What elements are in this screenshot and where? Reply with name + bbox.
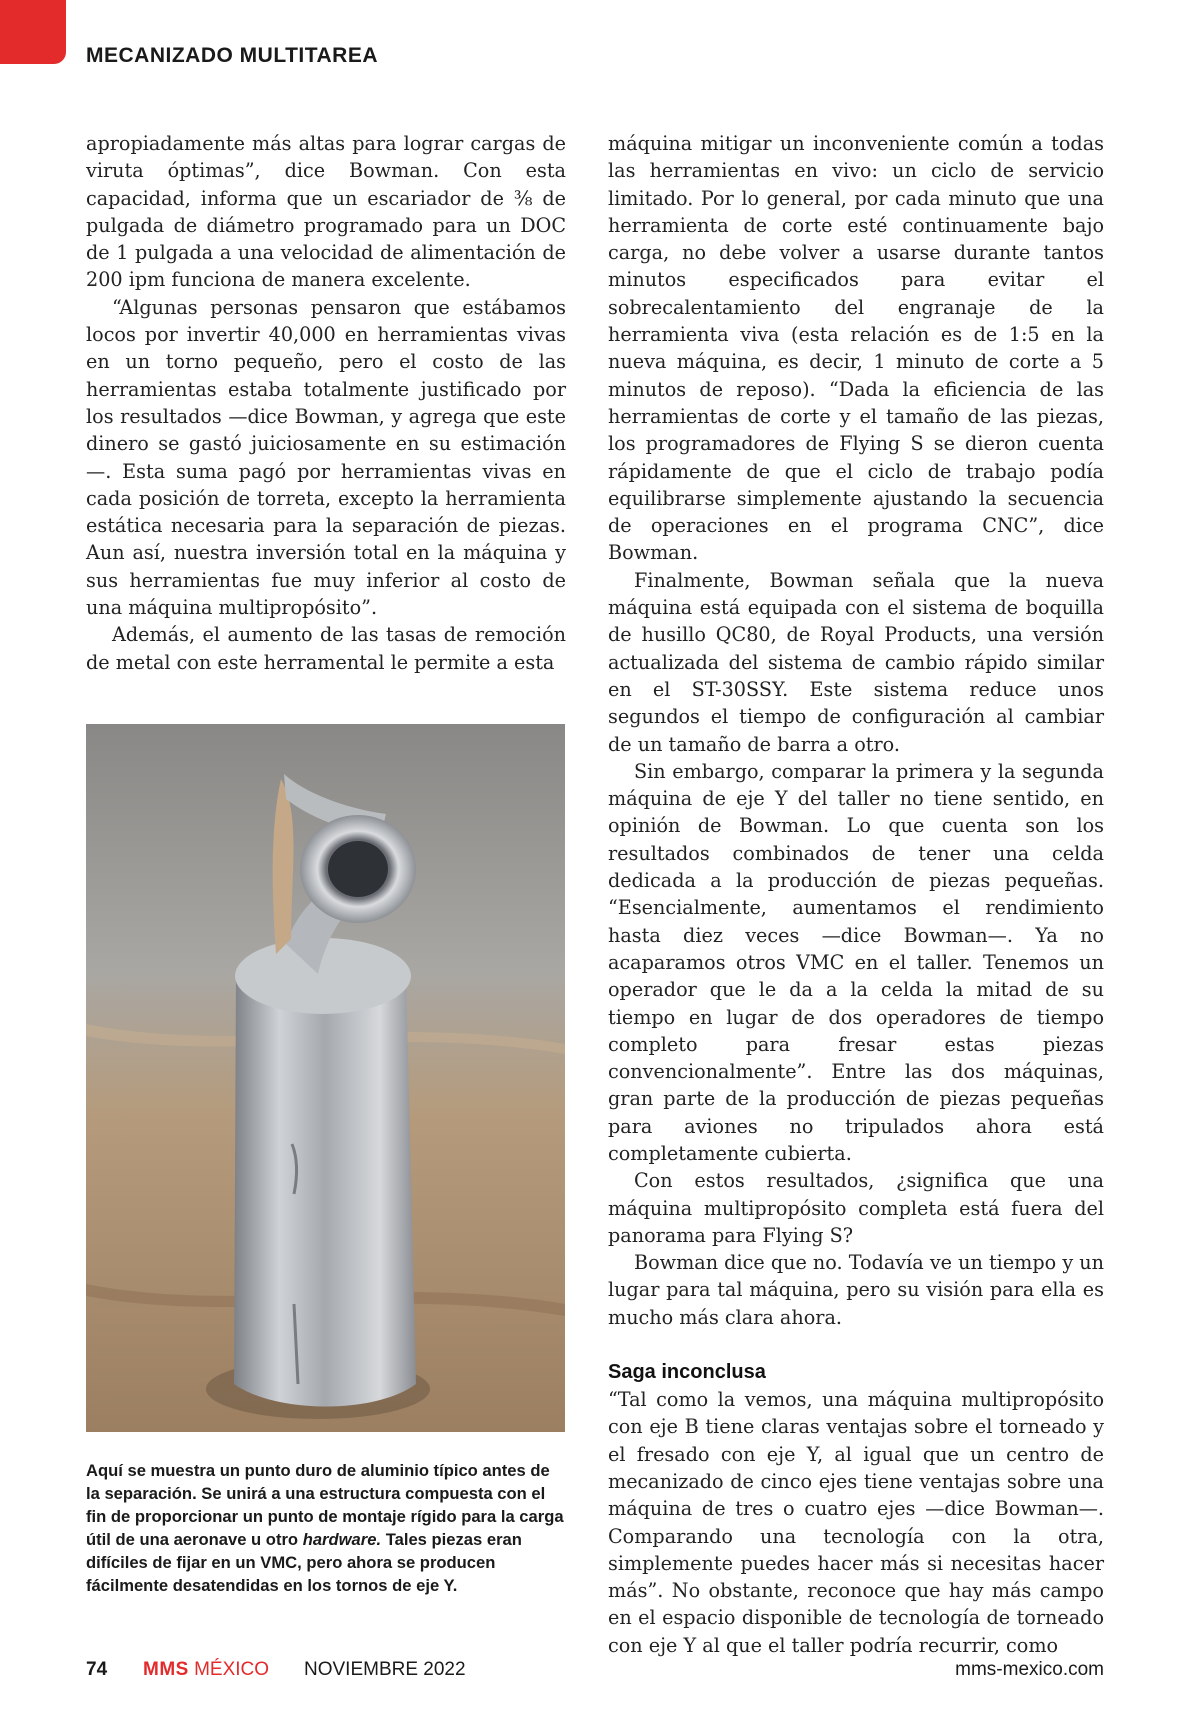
- right-column: [608, 130, 1104, 1659]
- paragraph: Con estos resultados, ¿significa que una máquina multipropósito completa está fuera del panorama para Flying S?: [608, 1169, 1104, 1247]
- aluminum-hard-point-image: [86, 724, 565, 1432]
- section-header: MECANIZADO MULTITAREA: [86, 44, 379, 67]
- paragraph: “Tal como la vemos, una máquina multipropósito con eje B tiene claras ventajas sobre el torneado y el fresado con eje Y, al igual que un centro de mecanizado de cinco ejes tiene ventajas sobre una máquina de tres o cuatro ejes —dice Bowman—. Comparando una tecnología con la otra, simplemente puedes hacer más si necesitas hacer más”. No obstante, reconoce que hay más campo en el espacio disponible de tecnología de torneado con eje Y al que el taller podría recurrir, como: [608, 1388, 1104, 1657]
- paragraph: Sin embargo, comparar la primera y la segunda máquina de eje Y del taller no tiene sentido, en opinión de Bowman. Lo que cuenta son los resultados combinados de tener una celda dedicada a la producción de piezas pequeñas. “Esencialmente, aumentamos el rendimiento hasta diez veces —dice Bowman—. Ya no acaparamos otros VMC en el taller. Tenemos un operador que le da a la celda la mitad de su tiempo en lugar de dos operadores de tiempo completo para fresar estas piezas convencionalmente”. Entre las dos máquinas, gran parte de la producción de piezas pequeñas para aviones no tripulados ahora está completamente cubierta.: [608, 759, 1104, 1165]
- brand-mms: MMS: [143, 1659, 189, 1680]
- paragraph: Bowman dice que no. Todavía ve un tiempo y un lugar para tal máquina, pero su visión para ella es mucho más clara ahora.: [608, 1251, 1104, 1329]
- paragraph: apropiadamente más altas para lograr cargas de viruta óptimas”, dice Bowman. Con esta capacidad, informa que un escariador de ⅜ de pulgada de diámetro programado para un DOC de 1 pulgada a una velocidad de alimentación de 200 ipm funciona de manera excelente.: [86, 132, 566, 292]
- paragraph: Además, el aumento de las tasas de remoción de metal con este herramental le permite a esta: [86, 623, 566, 674]
- left-column: [86, 130, 566, 676]
- website-url: mms-mexico.com: [955, 1659, 1104, 1680]
- caption-text: Tales piezas eran difíciles de fijar en un VMC, pero ahora se producen fácilmente desatendidas en los tornos de eje Y.: [86, 1530, 522, 1595]
- page-footer: [86, 1659, 1104, 1689]
- issue-date: NOVIEMBRE 2022: [304, 1659, 466, 1680]
- section-color-tab: [0, 0, 66, 64]
- magazine-brand: [143, 1659, 269, 1681]
- caption-text: Aquí se muestra un punto duro de aluminio típico antes de la separación. Se unirá a una estructura compuesta con el fin de proporcionar un punto de montaje rígido para la carga útil de una aeronave u otro: [86, 1461, 564, 1549]
- paragraph: “Algunas personas pensaron que estábamos locos por invertir 40,000 en herramientas vivas en un torno pequeño, pero el costo de las herramientas estaba totalmente justificado por los resultados —dice Bowman, y agrega que este dinero se gastó juiciosamente en su estimación—. Esta suma pagó por herramientas vivas en cada posición de torreta, excepto la herramienta estática necesaria para la separación de piezas. Aun así, nuestra inversión total en la máquina y sus herramientas fue muy inferior al costo de una máquina multipropósito”.: [86, 295, 566, 620]
- subheading: Saga inconclusa: [608, 1361, 766, 1384]
- paragraph: máquina mitigar un inconveniente común a todas las herramientas en vivo: un ciclo de servicio limitado. Por lo general, por cada minuto que una herramienta de corte esté continuamente bajo carga, no debe volver a usarse durante tantos minutos especificados para evitar el sobrecalentamiento del engranaje de la herramienta viva (esta relación es de 1:5 en la nueva máquina, es decir, 1 minuto de corte a 5 minutos de reposo). “Dada la eficiencia de las herramientas de corte y el tamaño de las piezas, los programadores de Flying S se dieron cuenta rápidamente de que el ciclo de trabajo podía equilibrarse simplemente ajustando la secuencia de operaciones en el programa CNC”, dice Bowman.: [608, 132, 1104, 565]
- aluminum-part-photo: [86, 724, 565, 1432]
- page-number: 74: [86, 1659, 108, 1680]
- photo-caption: [86, 1459, 566, 1597]
- caption-italic-term: hardware.: [302, 1530, 382, 1549]
- brand-mexico: MÉXICO: [188, 1659, 270, 1680]
- paragraph: Finalmente, Bowman señala que la nueva máquina está equipada con el sistema de boquilla de husillo QC80, de Royal Products, una versión actualizada del sistema de cambio rápido similar en el ST-30SSY. Este sistema reduce unos segundos el tiempo de configuración al cambiar de un tamaño de barra a otro.: [608, 568, 1104, 756]
